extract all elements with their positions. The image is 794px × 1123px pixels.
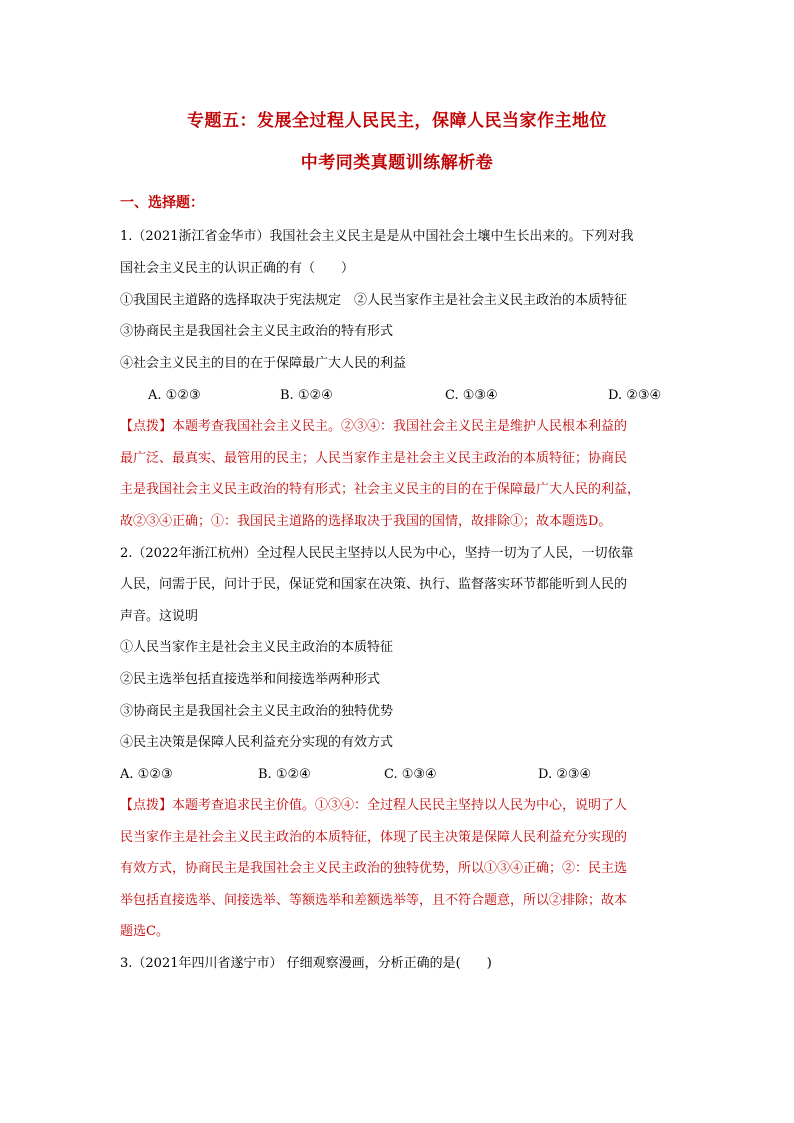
doc-title-line1: 专题五：发展全过程人民民主，保障人民当家作主地位: [187, 111, 607, 131]
q1-option-d: D. ②③④: [608, 388, 662, 403]
q2-answer-line1: 【点拨】本题考查追求民主价值。①③④：全过程人民民主坚持以人民为中心，说明了人: [120, 798, 628, 813]
q2-option-c: C. ①③④: [384, 767, 437, 782]
q1-option-b: B. ①②④: [280, 388, 333, 403]
q1-answer-line2: 最广泛、最真实、最管用的民主；人民当家作主是社会主义民主政治的本质特征；协商民: [120, 451, 628, 466]
section-heading: 一、选择题：: [120, 195, 204, 211]
q1-option-c: C. ①③④: [445, 388, 498, 403]
q2-stem-line3: 声音。这说明: [120, 609, 199, 624]
q1-answer-line1: 【点拨】本题考查我国社会主义民主。②③④：我国社会主义民主是维护人民根本利益的: [120, 419, 628, 434]
q1-answer-line3: 主是我国社会主义民主政治的特有形式；社会主义民主的目的在于保障最广大人民的利益，: [120, 482, 641, 497]
q1-answer-line4: 故②③④正确；①：我国民主道路的选择取决于我国的国情，故排除①；故本题选D。: [120, 514, 612, 529]
q3-stem-line1: 3.（2021年四川省遂宁市） 仔细观察漫画，分析正确的是( ): [120, 956, 492, 971]
q2-answer-line4: 举包括直接选举、间接选举、等额选举和差额选举等，且不符合题意，所以②排除；故本: [120, 893, 628, 908]
q1-option-a: A. ①②③: [148, 388, 201, 403]
q1-statement-4: ④社会主义民主的目的在于保障最广大人民的利益: [120, 356, 407, 371]
q2-statement-1: ①人民当家作主是社会主义民主政治的本质特征: [120, 640, 394, 655]
q2-stem-line2: 人民，问需于民，问计于民，保证党和国家在决策、执行、监督落实环节都能听到人民的: [120, 577, 628, 592]
q2-answer-line2: 民当家作主是社会主义民主政治的本质特征，体现了民主决策是保障人民利益充分实现的: [120, 830, 628, 845]
q1-stem-line1: 1.（2021浙江省金华市）我国社会主义民主是是从中国社会土壤中生长出来的。下列对我: [120, 229, 634, 244]
doc-title-line2: 中考同类真题训练解析卷: [300, 153, 494, 173]
q1-statement-1-2: ①我国民主道路的选择取决于宪法规定 ②人民当家作主是社会主义民主政治的本质特征: [120, 293, 628, 308]
q2-answer-line3: 有效方式，协商民主是我国社会主义民主政治的独特优势，所以①③④正确；②：民主选: [120, 861, 628, 876]
q2-option-d: D. ②③④: [538, 767, 592, 782]
q2-answer-line5: 题选C。: [120, 924, 169, 939]
q2-option-b: B. ①②④: [258, 767, 311, 782]
q2-statement-2: ②民主选举包括直接选举和间接选举两种形式: [120, 672, 381, 687]
q1-statement-3: ③协商民主是我国社会主义民主政治的特有形式: [120, 324, 394, 339]
q2-statement-3: ③协商民主是我国社会主义民主政治的独特优势: [120, 704, 394, 719]
q1-stem-line2: 国社会主义民主的认识正确的有（ ）: [120, 261, 355, 276]
q2-option-a: A. ①②③: [120, 767, 173, 782]
q2-statement-4: ④民主决策是保障人民利益充分实现的有效方式: [120, 735, 394, 750]
q2-stem-line1: 2.（2022年浙江杭州）全过程人民民主坚持以人民为中心，坚持一切为了人民，一切依靠: [120, 546, 634, 561]
